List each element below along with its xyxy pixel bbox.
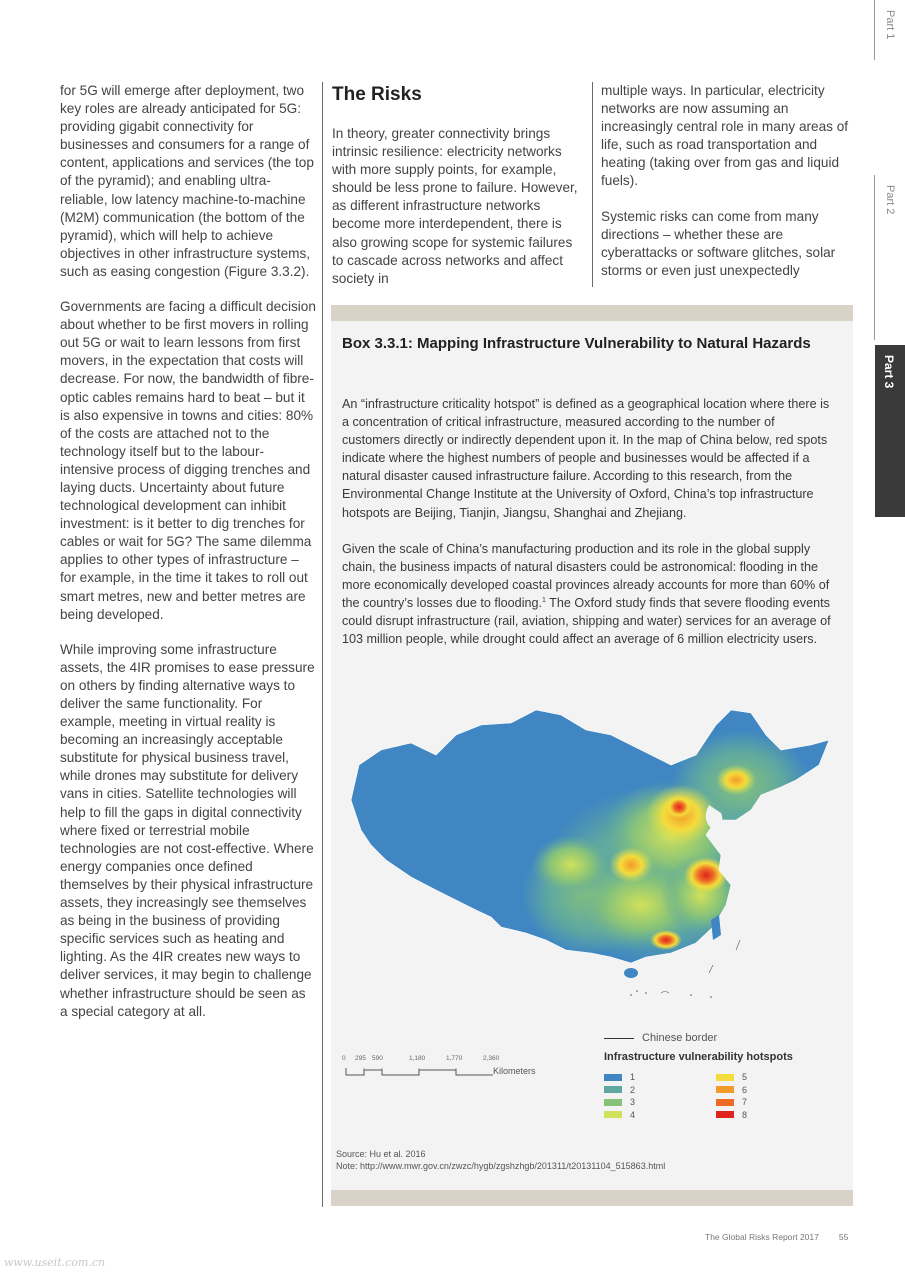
legend-level-5 [716, 1071, 747, 1083]
china-vulnerability-map [341, 695, 841, 1015]
tab-part-1[interactable] [874, 0, 905, 60]
box-3-3-1 [331, 305, 853, 1206]
legend-border-label: Chinese border [642, 1032, 718, 1044]
right-text-column [601, 82, 856, 297]
legend-label-3: 3 [630, 1097, 636, 1107]
box-paragraph-2 [342, 540, 832, 649]
left-paragraph-2: Governments are facing a difficult decision about whether to be first movers in rolling out 5G or wait to learn lessons from first movers, in the expectation that costs will decrease. For now, the bandwidth of fibre-optic cables remains hard to beat – but it is also expensive in towns and cities: 80% of the costs are attached not to the technology itself but to the labour-intensive process of digging trenches and laying ducts. Uncertainty about future technological development can inhibit investment: is it better to dig trenches for cables or wait for 5G? The same dilemma applies to other types of infrastructure – for example, in the time it takes to roll out smart metres, new and better metres are being developed. [60, 299, 316, 622]
box-top-bar [331, 305, 853, 321]
right-column-frame [592, 82, 858, 287]
box-paragraph-2-rest: The Oxford study finds that severe flooding events could disrupt infrastructure (rail, aviation, shipping and water) services for an average of 103 million people, while drought could affect an average of 6 million electricity users. [342, 595, 831, 647]
watermark: www.useit.com.cn [4, 1256, 106, 1269]
page-footer [705, 1232, 848, 1242]
map-legend [604, 1032, 844, 1123]
right-paragraph-1: multiple ways. In particular, electricity networks are now assuming an increasingly central role in many areas of life, such as road transportation and heating (taking over from gas and liquid fuels). [601, 83, 849, 189]
legend-border-entry [604, 1032, 844, 1044]
page-number: 55 [838, 1232, 849, 1242]
scale-tick-1180: 1,180 [409, 1055, 426, 1062]
legend-label-1: 1 [630, 1072, 636, 1082]
legend-level-1 [604, 1071, 635, 1083]
legend-level-8 [716, 1109, 747, 1121]
tab-part-2[interactable] [874, 175, 905, 340]
map-scale-bar [342, 1055, 572, 1085]
scale-tick-295: 295 [355, 1055, 366, 1062]
footnote-ref: 1 [542, 596, 546, 604]
legend-level-4 [604, 1109, 635, 1121]
middle-column-frame [322, 82, 585, 287]
middle-text-column [332, 82, 582, 305]
legend-title: Infrastructure vulnerability hotspots [604, 1051, 793, 1063]
legend-label-4: 4 [630, 1109, 636, 1120]
source-line: Source: Hu et al. 2016 [336, 1149, 426, 1159]
legend-swatch-6 [716, 1086, 734, 1093]
box-paragraph-2-main: Given the scale of China’s manufacturing production and its role in the global supply chain, the business impacts of natural disasters could be astronomical: flooding in the more economically developed coastal provinces already accounts for more than 60% of the country’s losses due to flooding. [342, 541, 830, 610]
legend-swatch-1 [604, 1074, 622, 1081]
scale-tick-0: 0 [342, 1055, 346, 1062]
scale-tick-590: 590 [372, 1055, 383, 1062]
legend-label-6: 6 [742, 1084, 748, 1095]
legend-level-2 [604, 1084, 635, 1096]
tab-part-1-label: Part 1 [884, 10, 896, 40]
legend-swatch-7 [716, 1099, 734, 1106]
legend-swatch-2 [604, 1086, 622, 1093]
border-line-swatch [604, 1038, 634, 1039]
scale-unit-label: Kilometers [493, 1066, 536, 1076]
section-heading-the-risks: The Risks [332, 84, 422, 105]
box-paragraph-1: An “infrastructure criticality hotspot” is defined as a geographical location where there is a concentration of critical infrastructure, measured according to the number of customers directly or indirectly dependent upon it. In the map of China below, red spots indicate where the highest numbers of people and businesses would be affected if a natural disaster caused infrastructure failure. According to this research, from the Environmental Change Institute at the University of Oxford, China’s top infrastructure hotspots are Beijing, Tianjin, Jiangsu, Shanghai and Zhejiang. [342, 397, 830, 520]
legend-label-5: 5 [742, 1072, 748, 1082]
legend-level-6 [716, 1084, 747, 1096]
map-shading [341, 695, 841, 1015]
legend-levels [604, 1071, 844, 1123]
left-paragraph-3: While improving some infrastructure assets, the 4IR promises to ease pressure on others by finding alternative ways to deliver the same functionality. For example, meeting in virtual reality is becoming an increasingly acceptable substitute for physical business travel, while drones may substitute for delivery vans in cities. Satellite technologies will help to fill the gaps in digital connectivity where fixed or terrestrial mobile technologies are not cost-effective. Where energy companies once defined themselves by their physical infrastructure assets, they increasingly see themselves as being in the business of providing specific services such as heating and lighting. As the 4IR creates new ways to deliver services, it may begin to challenge whether infrastructure should be seen as a special category at all. [60, 641, 315, 1019]
legend-swatch-5 [716, 1074, 734, 1081]
report-title: The Global Risks Report 2017 [705, 1232, 819, 1242]
right-paragraph-2: Systemic risks can come from many directions – whether these are cyberattacks or software glitches, solar storms or even just unexpectedly [601, 208, 836, 278]
legend-swatch-8 [716, 1111, 734, 1118]
note-line: Note: http://www.mwr.gov.cn/zwzc/hygb/zgshzhgb/201311/t20131104_515863.html [336, 1161, 666, 1171]
legend-label-8: 8 [742, 1109, 748, 1120]
legend-swatch-4 [604, 1111, 622, 1118]
middle-paragraph: In theory, greater connectivity brings intrinsic resilience: electricity networks with more supply points, for example, should be less prone to failure. However, as different infrastructure networks become more interdependent, there is also growing scope for systemic failures to cascade across networks and affect society in [332, 126, 578, 286]
legend-level-3 [604, 1096, 635, 1108]
box-body [342, 395, 832, 666]
tab-part-3-active[interactable] [875, 345, 905, 517]
hainan-island [624, 968, 638, 978]
left-text-column [60, 82, 316, 1038]
scale-tick-1770: 1,770 [446, 1055, 463, 1062]
tab-part-2-label: Part 2 [884, 185, 896, 215]
box-title: Box 3.3.1: Mapping Infrastructure Vulnerability to Natural Hazards [342, 335, 811, 352]
tab-part-3-label: Part 3 [882, 355, 896, 389]
scale-tick-2360: 2,360 [483, 1055, 500, 1062]
legend-label-7: 7 [742, 1097, 748, 1107]
column-divider [322, 287, 323, 1207]
legend-label-2: 2 [630, 1084, 636, 1095]
legend-swatch-3 [604, 1099, 622, 1106]
box-bottom-bar [331, 1190, 853, 1206]
box-source-note [336, 1148, 665, 1172]
legend-level-7 [716, 1096, 747, 1108]
left-paragraph-1: for 5G will emerge after deployment, two key roles are already anticipated for 5G: providing gigabit connectivity for businesses and consumers for a range of content, applications and services (the top of the pyramid); and enabling ultra-reliable, low latency machine-to-machine (M2M) communication (the bottom of the pyramid), which will help to achieve objectives in other infrastructure systems, such as easing congestion (Figure 3.3.2). [60, 83, 314, 279]
scale-bar-graphic [345, 1067, 495, 1077]
